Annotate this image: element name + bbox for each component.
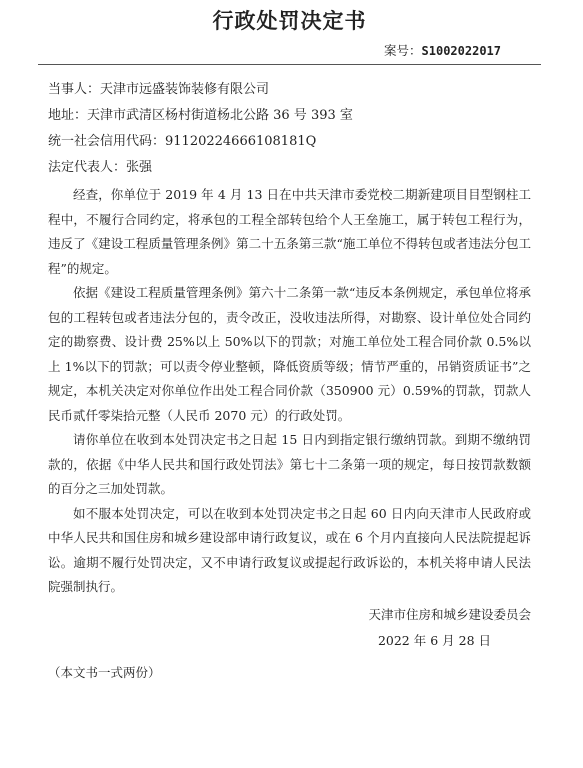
- case-number-value: S1002022017: [421, 44, 501, 58]
- header-divider: [38, 64, 541, 65]
- decision-body: [48, 183, 531, 600]
- paragraph-findings: 经查，你单位于 2019 年 4 月 13 日在中共天津市委党校二期新建项目目型钢柱工程中，不履行合同约定，将承包的工程全部转包给个人王垒施工，属于转包工程行为，违反了《建设工程质量管理条例》第二十五条第三款“施工单位不得转包或者违法分包工程”的规定。: [48, 187, 531, 276]
- legal-representative: 法定代表人：张强: [48, 160, 153, 175]
- paragraph-remedy: 如不服本处罚决定，可以在收到本处罚决定书之日起 60 日内向天津市人民政府或中华人民共和国住房和城乡建设部申请行政复议，或在 6 个月内直接向人民法院提起诉讼。逾期不履行处罚决定，又不申请行政复议或提起行政诉讼的，本机关将申请人民法院强制执行。: [48, 505, 531, 594]
- case-number: [48, 40, 531, 62]
- issuing-authority: 天津市住房和城乡建设委员会: [368, 606, 531, 622]
- paragraph-basis: 依据《建设工程质量管理条例》第六十二条第一款“违反本条例规定，承包单位将承包的工程转包或者违法分包的，责令改正，没收违法所得，对勘察、设计单位处合同约定的勘察费、设计费 25%以上 50%以下的罚款；对施工单位处工程合同价款 0.5%以上 1%以下的罚款；可以责令停业整顿，降低资质等级；情节严重的，吊销资质证书”之规定，本机关决定对你单位作出处工程合同价款（350900 元）0.59%的罚款，罚款人民币贰仟零柒拾元整（人民币 2070 元）的行政处罚。: [48, 285, 531, 423]
- document-title: 行政处罚决定书: [212, 9, 367, 33]
- party-name: 当事人：天津市远盛装饰装修有限公司: [48, 82, 270, 97]
- case-number-label: 案号：: [384, 43, 422, 58]
- party-address: 地址：天津市武清区杨村街道杨北公路 36 号 393 室: [48, 108, 353, 123]
- paragraph-payment: 请你单位在收到本处罚决定书之日起 15 日内到指定银行缴纳罚款。到期不缴纳罚款的，依据《中华人民共和国行政处罚法》第七十二条第一项的规定，每日按罚款数额的百分之三加处罚款。: [48, 432, 531, 496]
- credit-code: 统一社会信用代码：91120224666108181Q: [48, 134, 317, 149]
- issue-date: 2022 年 6 月 28 日: [377, 632, 491, 648]
- copies-note: （本文书一式两份）: [48, 664, 161, 680]
- party-info: [48, 77, 531, 181]
